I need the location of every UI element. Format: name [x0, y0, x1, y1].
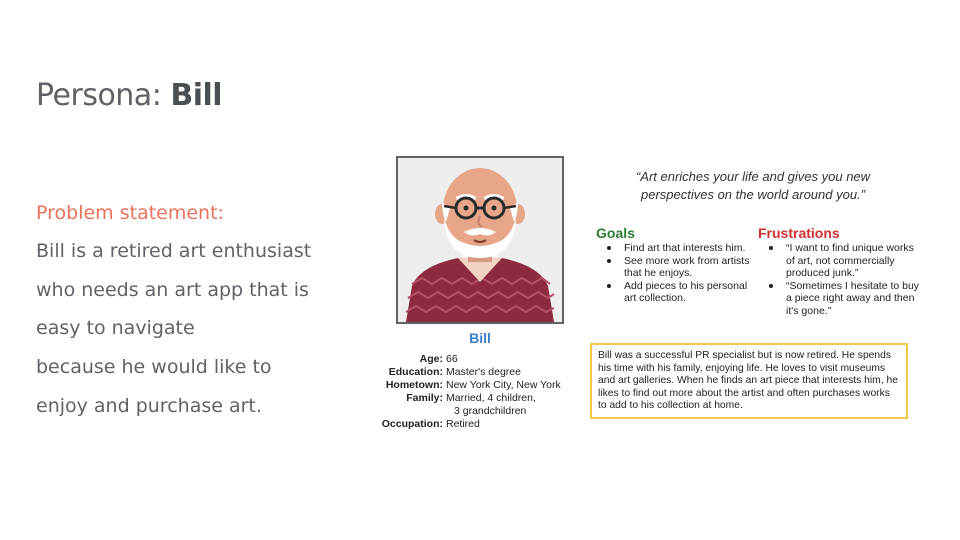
detail-value: Retired [446, 418, 480, 430]
problem-line-1: Bill is a retired art enthusiast [36, 240, 312, 262]
detail-key: Age: [419, 353, 443, 365]
title-prefix: Persona: [36, 78, 171, 113]
goal-item: Find art that interests him. [600, 242, 750, 255]
persona-bio: Bill was a successful PR specialist but is now retired. He spends his time with his family, enjoying life. He loves to visit museums and art galleries. When he finds an art piece that interests him, he likes to find out more about the artist and often purchases works to add to his collection at home. [590, 343, 908, 419]
detail-family-cont [378, 405, 561, 418]
detail-value: 3 grandchildren [454, 405, 527, 417]
detail-occupation [378, 418, 561, 431]
problem-statement-label: Problem statement: [36, 202, 224, 224]
detail-key: Education: [388, 366, 443, 378]
persona-details [378, 353, 561, 431]
detail-hometown [378, 379, 561, 392]
detail-key: Occupation: [381, 418, 443, 430]
detail-key: Family: [406, 392, 443, 404]
goals-heading: Goals [596, 225, 635, 241]
detail-value: 66 [446, 353, 458, 365]
detail-key: Hometown: [385, 379, 443, 391]
problem-line-5: enjoy and purchase art. [36, 395, 262, 417]
persona-name: Bill [469, 330, 491, 346]
persona-quote: “Art enriches your life and gives you new perspectives on the world around you.” [635, 169, 871, 202]
page-title [36, 78, 222, 113]
frustration-item: “I want to find unique works of art, not commercially produced junk.” [762, 242, 922, 280]
detail-family [378, 392, 561, 405]
problem-line-3: easy to navigate [36, 317, 195, 339]
detail-age [378, 353, 561, 366]
detail-education [378, 366, 561, 379]
frustrations-heading: Frustrations [758, 225, 840, 241]
goal-item: Add pieces to his personal art collection. [600, 280, 750, 305]
problem-line-4: because he would like to [36, 356, 272, 378]
detail-key [378, 405, 446, 418]
title-name: Bill [170, 78, 223, 113]
persona-avatar [396, 156, 564, 324]
detail-value: Married, 4 children, [446, 392, 536, 404]
goals-list [600, 242, 750, 305]
detail-value: Master's degree [446, 366, 521, 378]
problem-line-2: who needs an art app that is [36, 279, 309, 301]
goal-item: See more work from artists that he enjoys. [600, 255, 750, 280]
persona-illustration [398, 158, 562, 322]
frustrations-list [762, 242, 922, 318]
frustration-item: “Sometimes I hesitate to buy a piece right away and then it's gone.” [762, 280, 922, 318]
detail-value: New York City, New York [446, 379, 561, 391]
